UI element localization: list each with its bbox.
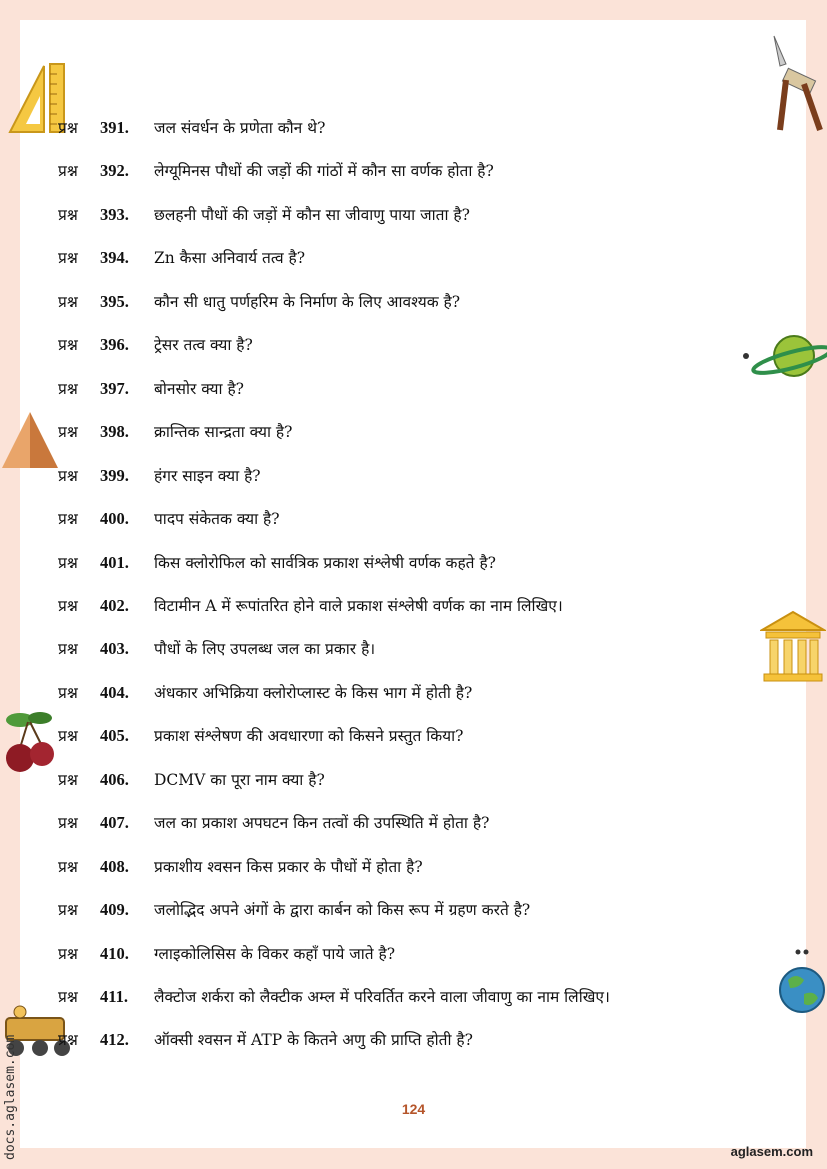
question-number: 402. (100, 595, 129, 615)
question-label: प्रश्न (58, 944, 78, 963)
question-number: 396. (100, 335, 129, 355)
question-number: 408. (100, 856, 129, 876)
question-row (58, 114, 325, 142)
question-label: प्रश्न (58, 727, 78, 746)
question-label: प्रश्न (58, 336, 78, 355)
question-number: 395. (100, 291, 129, 311)
question-label: प्रश्न (58, 683, 78, 702)
question-text: जल संवर्धन के प्रणेता कौन थे? (154, 119, 326, 137)
question-number: 411. (100, 987, 128, 1006)
question-row (58, 1026, 473, 1054)
question-text: हंगर साइन क्या है? (154, 466, 261, 485)
question-text: लैक्टोज शर्करा को लैक्टीक अम्ल में परिवर्तित करने वाला जीवाणु का नाम लिखिए। (154, 988, 610, 1006)
question-text: ऑक्सी श्वसन में ATP के कितने अणु की प्राप्ति होती है? (154, 1031, 473, 1050)
question-label: प्रश्न (58, 857, 78, 876)
globe-earth-icon (774, 946, 827, 1016)
question-number: 399. (100, 465, 129, 485)
pyramid-icon (0, 408, 60, 470)
question-row (58, 635, 375, 663)
question-number: 401. (100, 552, 129, 572)
question-text: ट्रेसर तत्व क्या है? (154, 336, 253, 355)
question-text: पादप संकेतक क्या है? (154, 510, 280, 529)
question-text: क्रान्तिक सान्द्रता क्या है? (154, 423, 293, 442)
question-text: बोनसोर क्या है? (154, 379, 244, 398)
question-number: 400. (100, 509, 129, 529)
question-number: 412. (100, 1030, 129, 1050)
question-text: DCMV का पूरा नाम क्या है? (154, 770, 325, 789)
question-label: प्रश्न (58, 640, 78, 659)
question-number: 397. (100, 378, 129, 398)
document-page (20, 20, 806, 1148)
question-label: प्रश्न (58, 510, 78, 529)
question-number: 404. (100, 682, 129, 702)
planet-saturn-icon (742, 330, 827, 386)
side-watermark: docs.aglasem.com (3, 1034, 18, 1160)
question-label: प्रश्न (58, 988, 78, 1006)
question-text: प्रकाशीय श्वसन किस प्रकार के पौधों में होता है? (154, 857, 423, 876)
question-label: प्रश्न (58, 553, 78, 572)
question-row (58, 549, 496, 577)
question-label: प्रश्न (58, 596, 78, 615)
question-text: ग्लाइकोलिसिस के विकर कहाँ पाये जाते है? (154, 944, 396, 963)
question-label: प्रश्न (58, 292, 78, 311)
question-number: 406. (100, 769, 129, 789)
question-text: प्रकाश संश्लेषण की अवधारणा को किसने प्रस्तुत किया? (154, 727, 464, 746)
compass-tool-icon (766, 34, 826, 134)
question-number: 403. (100, 639, 129, 659)
question-label: प्रश्न (58, 162, 78, 181)
question-row (58, 809, 489, 837)
question-row (58, 983, 610, 1011)
question-number: 398. (100, 422, 129, 442)
question-row (58, 418, 292, 446)
question-row (58, 201, 470, 229)
question-row (58, 592, 563, 620)
question-text: कौन सी धातु पर्णहरिम के निर्माण के लिए आवश्यक है? (154, 292, 461, 311)
question-label: प्रश्न (58, 466, 78, 485)
question-row (58, 722, 463, 750)
question-row (58, 766, 325, 794)
question-text: विटामीन A में रूपांतरित होने वाले प्रकाश संश्लेषी वर्णक का नाम लिखिए। (154, 596, 563, 615)
question-label: प्रश्न (58, 770, 78, 789)
question-text: पौधों के लिए उपलब्ध जल का प्रकार है। (154, 640, 376, 659)
question-row (58, 157, 494, 185)
question-label: प्रश्न (58, 901, 78, 920)
question-number: 409. (100, 900, 129, 920)
question-text: जल का प्रकाश अपघटन किन तत्वों की उपस्थिति में होता है? (154, 814, 490, 833)
question-text: जलोद्भिद अपने अंगों के द्वारा कार्बन को किस रूप में ग्रहण करते है? (154, 901, 531, 920)
question-label: प्रश्न (58, 119, 78, 137)
question-row (58, 505, 280, 533)
question-number: 410. (100, 943, 129, 963)
question-label: प्रश्न (58, 205, 78, 224)
question-row (58, 331, 253, 359)
question-number: 407. (100, 813, 129, 833)
question-number: 391. (100, 118, 129, 137)
question-row (58, 940, 395, 968)
question-row (58, 896, 530, 924)
question-label: प्रश्न (58, 379, 78, 398)
question-label: प्रश्न (58, 249, 78, 268)
question-number: 393. (100, 204, 129, 224)
question-row (58, 375, 244, 403)
question-row (58, 462, 261, 490)
question-row (58, 244, 305, 272)
question-label: प्रश्न (58, 814, 78, 833)
question-row (58, 679, 472, 707)
question-text: लेग्यूमिनस पौधों की जड़ों की गांठों में कौन सा वर्णक होता है? (154, 162, 494, 181)
question-row (58, 288, 460, 316)
cherries-icon (2, 706, 62, 778)
question-text: अंधकार अभिक्रिया क्लोरोप्लास्ट के किस भाग में होती है? (154, 683, 473, 702)
question-number: 392. (100, 161, 129, 181)
page-number: 124 (401, 1101, 426, 1117)
question-row (58, 853, 423, 881)
question-text: किस क्लोरोफिल को सार्वत्रिक प्रकाश संश्लेषी वर्णक कहते है? (154, 553, 496, 572)
question-text: छलहनी पौधों की जड़ों में कौन सा जीवाणु पाया जाता है? (154, 205, 470, 224)
question-number: 394. (100, 248, 129, 268)
question-number: 405. (100, 726, 129, 746)
question-text: Zn कैसा अनिवार्य तत्व है? (154, 249, 306, 268)
question-label: प्रश्न (58, 423, 78, 442)
temple-pillars-icon (760, 608, 826, 684)
brand-watermark: aglasem.com (730, 1144, 813, 1159)
question-label: प्रश्न (58, 1031, 78, 1050)
